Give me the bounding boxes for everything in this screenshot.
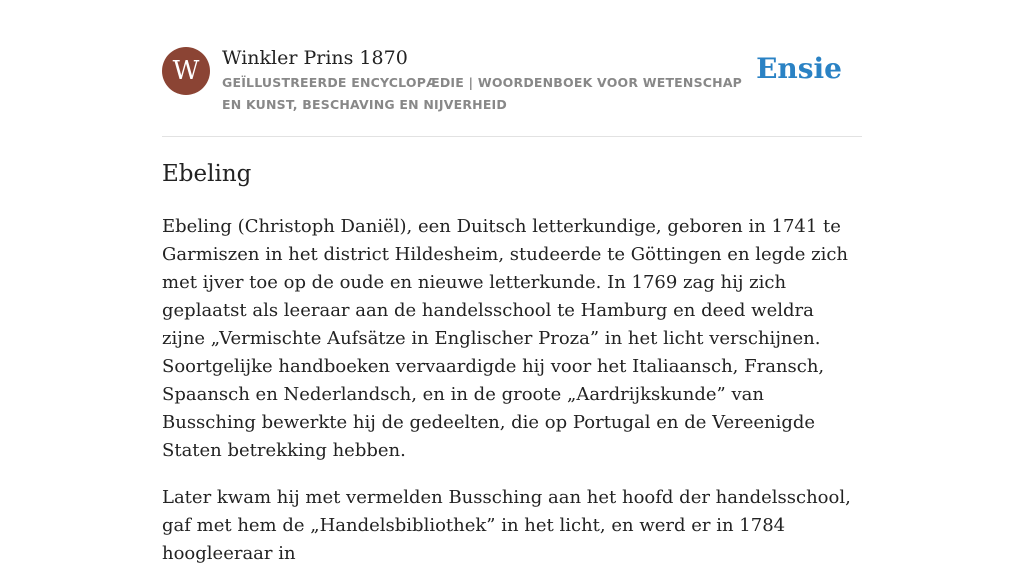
article-title: Ebeling — [162, 161, 252, 187]
source-subtitle: GEÏLLUSTREERDE ENCYCLOPÆDIE | WOORDENBOEK VOOR WETENSCHAP EN KUNST, BESCHAVING EN NIJVERHEID — [222, 75, 743, 112]
source-header — [162, 46, 862, 137]
source-title[interactable]: Winkler Prins 1870 — [222, 47, 408, 69]
article — [162, 157, 862, 587]
source-avatar[interactable]: W — [162, 47, 210, 95]
ensie-logo-link[interactable]: Ensie — [756, 52, 842, 85]
article-paragraph: Later kwam hij met vermelden Bussching aan het hoofd der handelsschool, gaf met hem de „Handelsbibliothek” in het licht, en werd er in 1784 hoogleeraar in — [162, 487, 851, 564]
article-paragraph: Ebeling (Christoph Daniël), een Duitsch letterkundige, geboren in 1741 te Garmiszen in het district Hildesheim, studeerde te Göttingen en legde zich met ijver toe op de oude en nieuwe letterkunde. In 1769 zag hij zich geplaatst als leeraar aan de handelsschool te Hamburg en deed weldra zijne „Vermischte Aufsätze in Englischer Proza” in het licht verschijnen. Soortgelijke handboeken vervaardigde hij voor het Italiaansch, Fransch, Spaansch en Nederlandsch, en in de groote „Aardrijkskunde” van Bussching bewerkte hij de gedeelten, die op Portugal en de Vereenigde Staten betrekking hebben. — [162, 216, 849, 461]
